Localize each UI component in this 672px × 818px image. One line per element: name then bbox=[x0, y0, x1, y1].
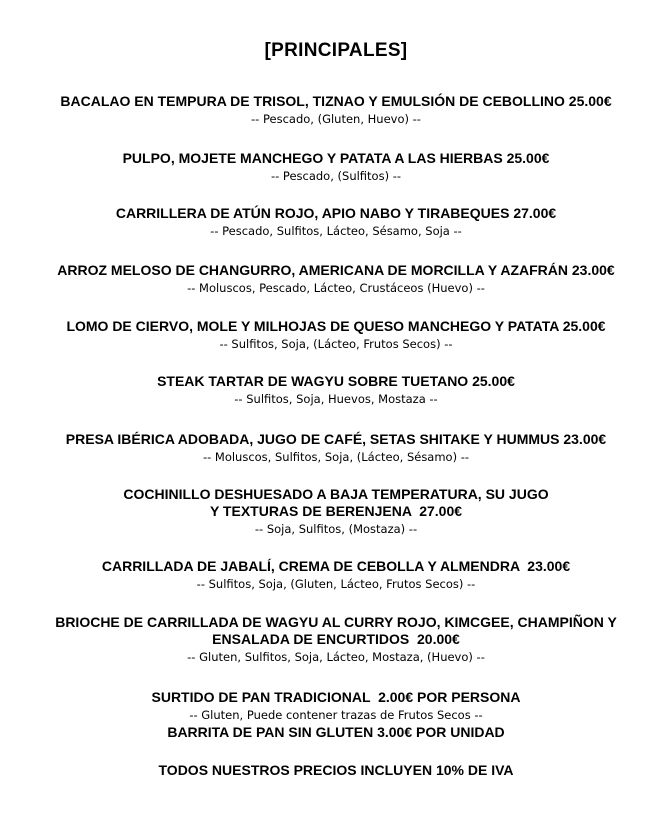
dish-allergens: -- Sulfitos, Soja, (Gluten, Lácteo, Frutos Secos) -- bbox=[196, 577, 476, 591]
dish-name: CARRILLADA DE JABALÍ, CREMA DE CEBOLLA Y ALMENDRA 23.00€ bbox=[101, 558, 571, 574]
bread-name: SURTIDO DE PAN TRADICIONAL 2.00€ POR PERSONA bbox=[151, 689, 521, 705]
vat-note bbox=[0, 762, 672, 779]
dish-allergens: -- Pescado, Sulfitos, Lácteo, Sésamo, Soja -- bbox=[210, 224, 462, 238]
dish-name: LOMO DE CIERVO, MOLE Y MILHOJAS DE QUESO MANCHEGO Y PATATA 25.00€ bbox=[66, 318, 606, 334]
dish-allergens: -- Pescado, (Sulfitos) -- bbox=[270, 169, 402, 183]
bread-allergens: -- Gluten, Puede contener trazas de Frutos Secos -- bbox=[189, 708, 483, 722]
dish-allergens: -- Moluscos, Sulfitos, Soja, (Lácteo, Sésamo) -- bbox=[202, 450, 470, 464]
menu-item bbox=[0, 486, 672, 538]
menu-item bbox=[0, 318, 672, 353]
dish-name: ARROZ MELOSO DE CHANGURRO, AMERICANA DE MORCILLA Y AZAFRÁN 23.00€ bbox=[57, 262, 615, 278]
dish-allergens: -- Sulfitos, Soja, Huevos, Mostaza -- bbox=[234, 392, 438, 406]
dish-allergens: -- Soja, Sulfitos, (Mostaza) -- bbox=[254, 522, 418, 536]
dish-name: BRIOCHE DE CARRILLADA DE WAGYU AL CURRY ROJO, KIMCGEE, CHAMPIÑON Y ENSALADA DE ENCURTIDOS 20.00€ bbox=[55, 614, 617, 647]
menu-item bbox=[0, 373, 672, 408]
menu-item bbox=[0, 431, 672, 466]
gluten-free-bread: BARRITA DE PAN SIN GLUTEN 3.00€ POR UNIDAD bbox=[167, 724, 505, 740]
dish-name: STEAK TARTAR DE WAGYU SOBRE TUETANO 25.00€ bbox=[157, 373, 515, 389]
menu-item bbox=[0, 205, 672, 240]
page-title: [PRINCIPALES] bbox=[264, 40, 408, 61]
dish-allergens: -- Pescado, (Gluten, Huevo) -- bbox=[251, 112, 421, 126]
dish-name: PULPO, MOJETE MANCHEGO Y PATATA A LAS HIERBAS 25.00€ bbox=[122, 150, 550, 166]
dish-allergens: -- Sulfitos, Soja, (Lácteo, Frutos Secos) -- bbox=[219, 337, 453, 351]
menu-item bbox=[0, 262, 672, 297]
menu-item bbox=[0, 150, 672, 185]
menu-item bbox=[0, 614, 672, 666]
dish-allergens: -- Gluten, Sulfitos, Soja, Lácteo, Mostaza, (Huevo) -- bbox=[187, 650, 485, 664]
vat-note-text: TODOS NUESTROS PRECIOS INCLUYEN 10% DE IVA bbox=[158, 762, 514, 778]
dish-allergens: -- Moluscos, Pescado, Lácteo, Crustáceos (Huevo) -- bbox=[187, 281, 485, 295]
menu-item bbox=[0, 93, 672, 128]
dish-name: CARRILLERA DE ATÚN ROJO, APIO NABO Y TIRABEQUES 27.00€ bbox=[115, 205, 557, 221]
dish-name: BACALAO EN TEMPURA DE TRISOL, TIZNAO Y EMULSIÓN DE CEBOLLINO 25.00€ bbox=[60, 93, 612, 109]
bread-section bbox=[0, 689, 672, 741]
dish-name: COCHINILLO DESHUESADO A BAJA TEMPERATURA, SU JUGO Y TEXTURAS DE BERENJENA 27.00€ bbox=[123, 486, 549, 519]
menu-item bbox=[0, 558, 672, 593]
dish-name: PRESA IBÉRICA ADOBADA, JUGO DE CAFÉ, SETAS SHITAKE Y HUMMUS 23.00€ bbox=[65, 431, 607, 447]
